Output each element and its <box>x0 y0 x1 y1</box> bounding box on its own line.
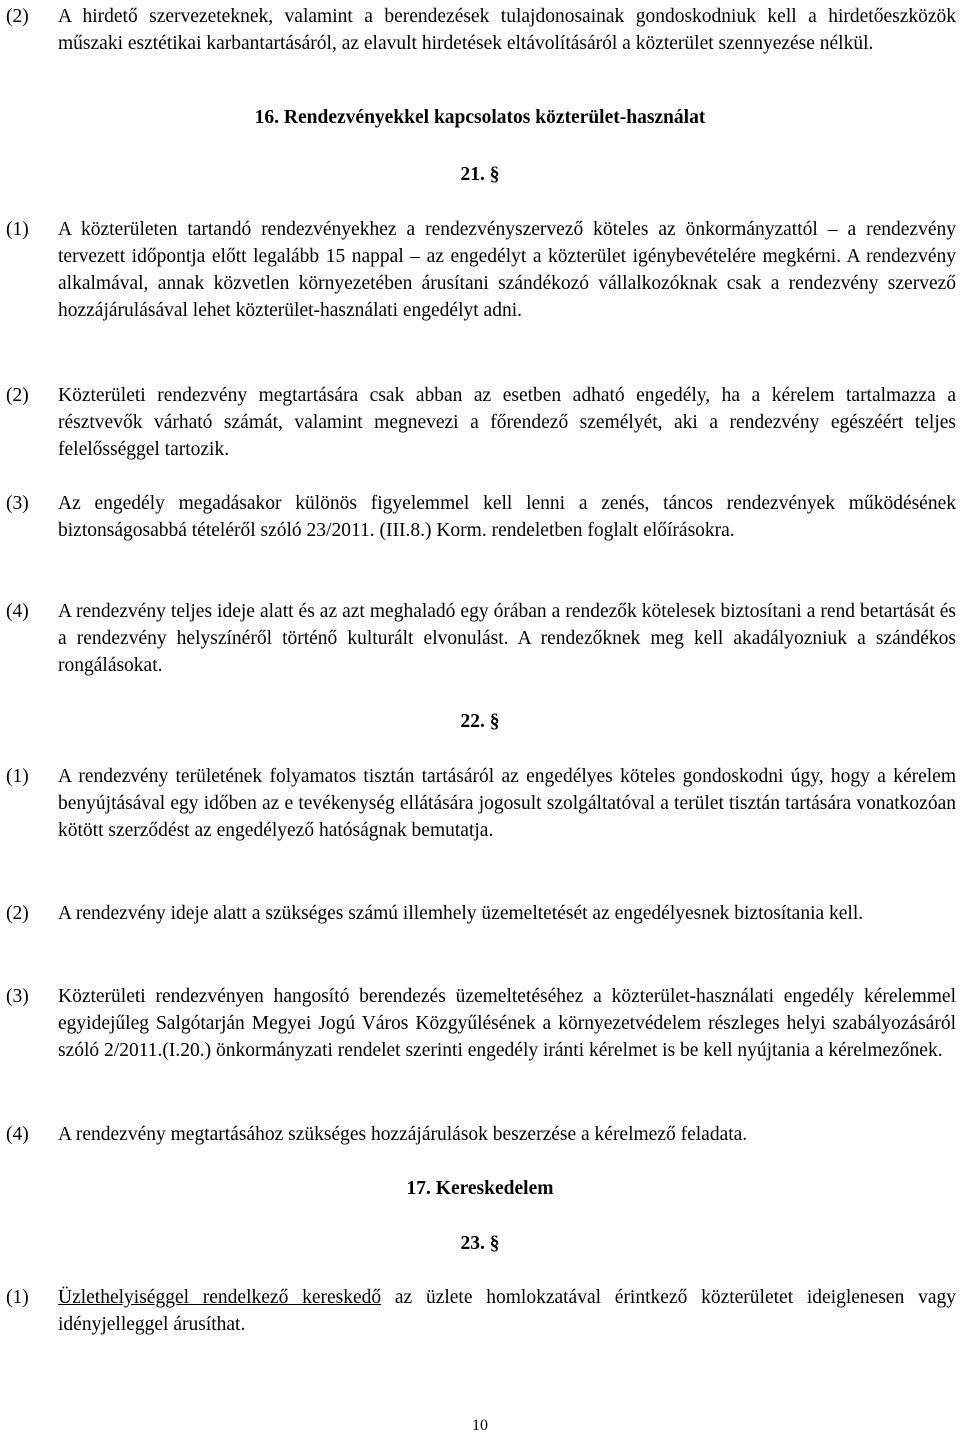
paragraph-text: A közterületen tartandó rendezvényekhez a rendezvényszervező köteles az önkormányzattól – a rendezvény tervezett időpontja előtt legalább 15 nappal – az engedélyt a közterület igénybevételére megkérni. A rendezvény alkalmával, annak közvetlen környezetében árusítani szándékozó vállalkozóknak csak a rendezvény szervező hozzájárulásával lehet közterület-használati engedélyt adni. <box>58 219 956 321</box>
paragraph-text: A rendezvény ideje alatt a szükséges számú illemhely üzemeltetését az engedélyesnek biztosítania kell. <box>58 903 864 924</box>
chapter-17-heading: 17. Kereskedelem <box>406 1178 554 1199</box>
section-22-paragraph-3 <box>6 983 956 1064</box>
section-22-paragraph-1 <box>6 763 956 844</box>
paragraph-number: (4) <box>6 1124 29 1145</box>
paragraph-number: (4) <box>6 601 29 622</box>
paragraph-number: (1) <box>6 219 29 240</box>
paragraph-number: (2) <box>6 385 29 406</box>
paragraph-number: (1) <box>6 1287 29 1308</box>
section-21-paragraph-4 <box>6 598 956 679</box>
paragraph-text: A rendezvény területének folyamatos tisztán tartásáról az engedélyes köteles gondoskodni úgy, hogy a kérelem benyújtásával egy időben az e tevékenység ellátására jogosult szolgáltatóval a terület tisztán tartására vonatkozóan kötött szerződést az engedélyező hatóságnak bemutatja. <box>58 766 956 841</box>
paragraph-text: A rendezvény teljes ideje alatt és az azt meghaladó egy órában a rendezők kötelesek biztosítani a rend betartását és a rendezvény helyszínéről történő kulturált elvonulást. A rendezőknek meg kell akadályozniuk a szándékos rongálásokat. <box>58 601 956 676</box>
paragraph-text: A rendezvény megtartásához szükséges hozzájárulások beszerzése a kérelmező feladata. <box>58 1124 748 1145</box>
paragraph-number: (1) <box>6 766 29 787</box>
section-22-paragraph-4 <box>6 1121 956 1148</box>
paragraph-text: A hirdető szervezeteknek, valamint a berendezések tulajdonosainak gondoskodniuk kell a hirdetőeszközök műszaki esztétikai karbantartásáról, az elavult hirdetések eltávolításáról a közterület szennyezése nélkül. <box>58 6 956 54</box>
paragraph-text <box>58 1284 956 1338</box>
section-21-heading: 21. § <box>460 164 500 185</box>
section-23-heading: 23. § <box>460 1233 500 1254</box>
paragraph-text: Közterületi rendezvény megtartására csak abban az esetben adható engedély, ha a kérelem tartalmazza a résztvevők várható számát, valamint megnevezi a főrendező személyét, aki a rendezvény egészéért teljes felelősséggel tartozik. <box>58 385 956 460</box>
section-22-heading: 22. § <box>460 711 500 732</box>
section-22-paragraph-2 <box>6 900 956 927</box>
chapter-16-heading: 16. Rendezvényekkel kapcsolatos közterület-használat <box>254 107 706 128</box>
section-23-paragraph-1 <box>6 1284 956 1338</box>
section-21-paragraph-1 <box>6 216 956 324</box>
underlined-term: Üzlethelyiséggel rendelkező kereskedő <box>58 1287 382 1308</box>
section-21-paragraph-3 <box>6 490 956 544</box>
paragraph-text: Közterületi rendezvényen hangosító berendezés üzemeltetéséhez a közterület-használati engedély kérelemmel egyidejűleg Salgótarján Megyei Jogú Város Közgyűlésének a környezetvédelem részleges helyi szabályozásáról szóló 2/2011.(I.20.) önkormányzati rendelet szerinti engedély iránti kérelmet is be kell nyújtania a kérelmezőnek. <box>58 986 956 1061</box>
paragraph-number: (2) <box>6 6 29 27</box>
paragraph-hirdetok <box>6 3 956 57</box>
paragraph-number: (3) <box>6 986 29 1007</box>
paragraph-text-rest: az üzlete homlokzatával érintkező közterületet ideiglenesen vagy idényjelleggel árusíthat. <box>58 1287 956 1335</box>
page-number: 10 <box>472 1417 488 1434</box>
paragraph-text: Az engedély megadásakor különös figyelemmel kell lenni a zenés, táncos rendezvények működésének biztonságosabbá tételéről szóló 23/2011. (III.8.) Korm. rendeletben foglalt előírásokra. <box>58 493 956 541</box>
section-21-paragraph-2 <box>6 382 956 463</box>
paragraph-number: (2) <box>6 903 29 924</box>
paragraph-number: (3) <box>6 493 29 514</box>
